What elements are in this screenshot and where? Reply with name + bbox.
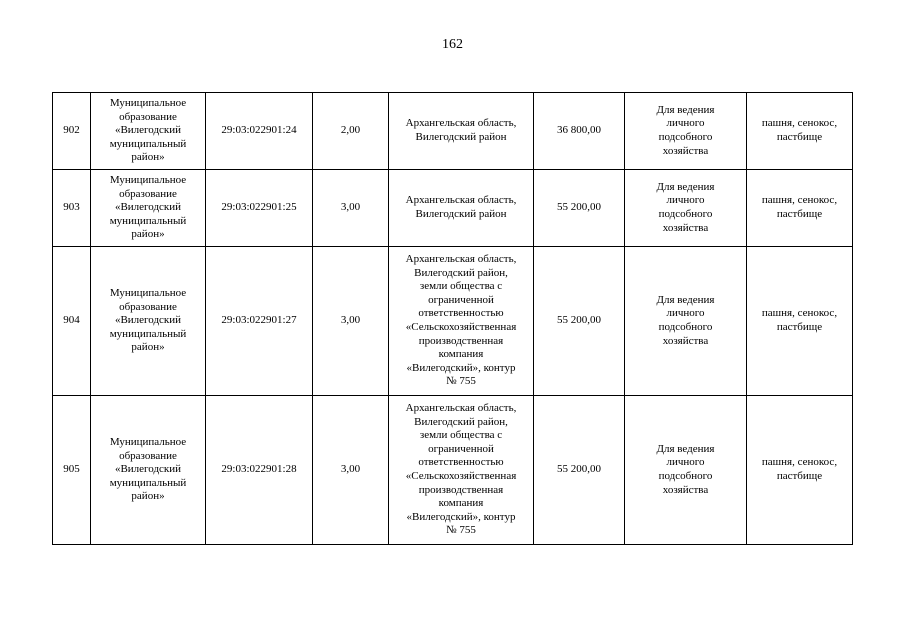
cell-owner: Муниципальное образование «Вилегодский муниципальный район» [91,247,206,396]
cell-permitted-use: Для ведения личного подсобного хозяйства [625,247,747,396]
table-row [53,93,853,170]
cell-address: Архангельская область, Вилегодский район, земли общества с ограниченной ответственностью «Сельскохозяйственная производственная компания «Вилегодский», контур № 755 [389,396,534,545]
cell-land-type: пашня, сенокос, пастбище [747,170,853,247]
cell-cadastral-number: 29:03:022901:27 [206,247,313,396]
cell-permitted-use: Для ведения личного подсобного хозяйства [625,396,747,545]
cell-cadastral-number: 29:03:022901:25 [206,170,313,247]
cell-permitted-use: Для ведения личного подсобного хозяйства [625,170,747,247]
cell-price: 55 200,00 [534,170,625,247]
cell-price: 55 200,00 [534,247,625,396]
cell-area: 3,00 [313,170,389,247]
cell-cadastral-number: 29:03:022901:24 [206,93,313,170]
table-row [53,170,853,247]
cell-address: Архангельская область, Вилегодский район [389,93,534,170]
cell-number: 904 [53,247,91,396]
cell-cadastral-number: 29:03:022901:28 [206,396,313,545]
cell-price: 55 200,00 [534,396,625,545]
table-row [53,396,853,545]
cell-number: 905 [53,396,91,545]
cell-owner: Муниципальное образование «Вилегодский муниципальный район» [91,170,206,247]
cell-land-type: пашня, сенокос, пастбище [747,396,853,545]
cell-number: 902 [53,93,91,170]
cell-owner: Муниципальное образование «Вилегодский муниципальный район» [91,93,206,170]
cell-permitted-use: Для ведения личного подсобного хозяйства [625,93,747,170]
cell-address: Архангельская область, Вилегодский район [389,170,534,247]
cell-number: 903 [53,170,91,247]
cell-area: 2,00 [313,93,389,170]
cell-owner: Муниципальное образование «Вилегодский муниципальный район» [91,396,206,545]
table-row [53,247,853,396]
cell-address: Архангельская область, Вилегодский район, земли общества с ограниченной ответственностью «Сельскохозяйственная производственная компания «Вилегодский», контур № 755 [389,247,534,396]
cell-area: 3,00 [313,396,389,545]
cell-land-type: пашня, сенокос, пастбище [747,93,853,170]
cell-price: 36 800,00 [534,93,625,170]
cell-land-type: пашня, сенокос, пастбище [747,247,853,396]
page-number: 162 [442,37,463,52]
land-plots-table [52,92,853,545]
cell-area: 3,00 [313,247,389,396]
